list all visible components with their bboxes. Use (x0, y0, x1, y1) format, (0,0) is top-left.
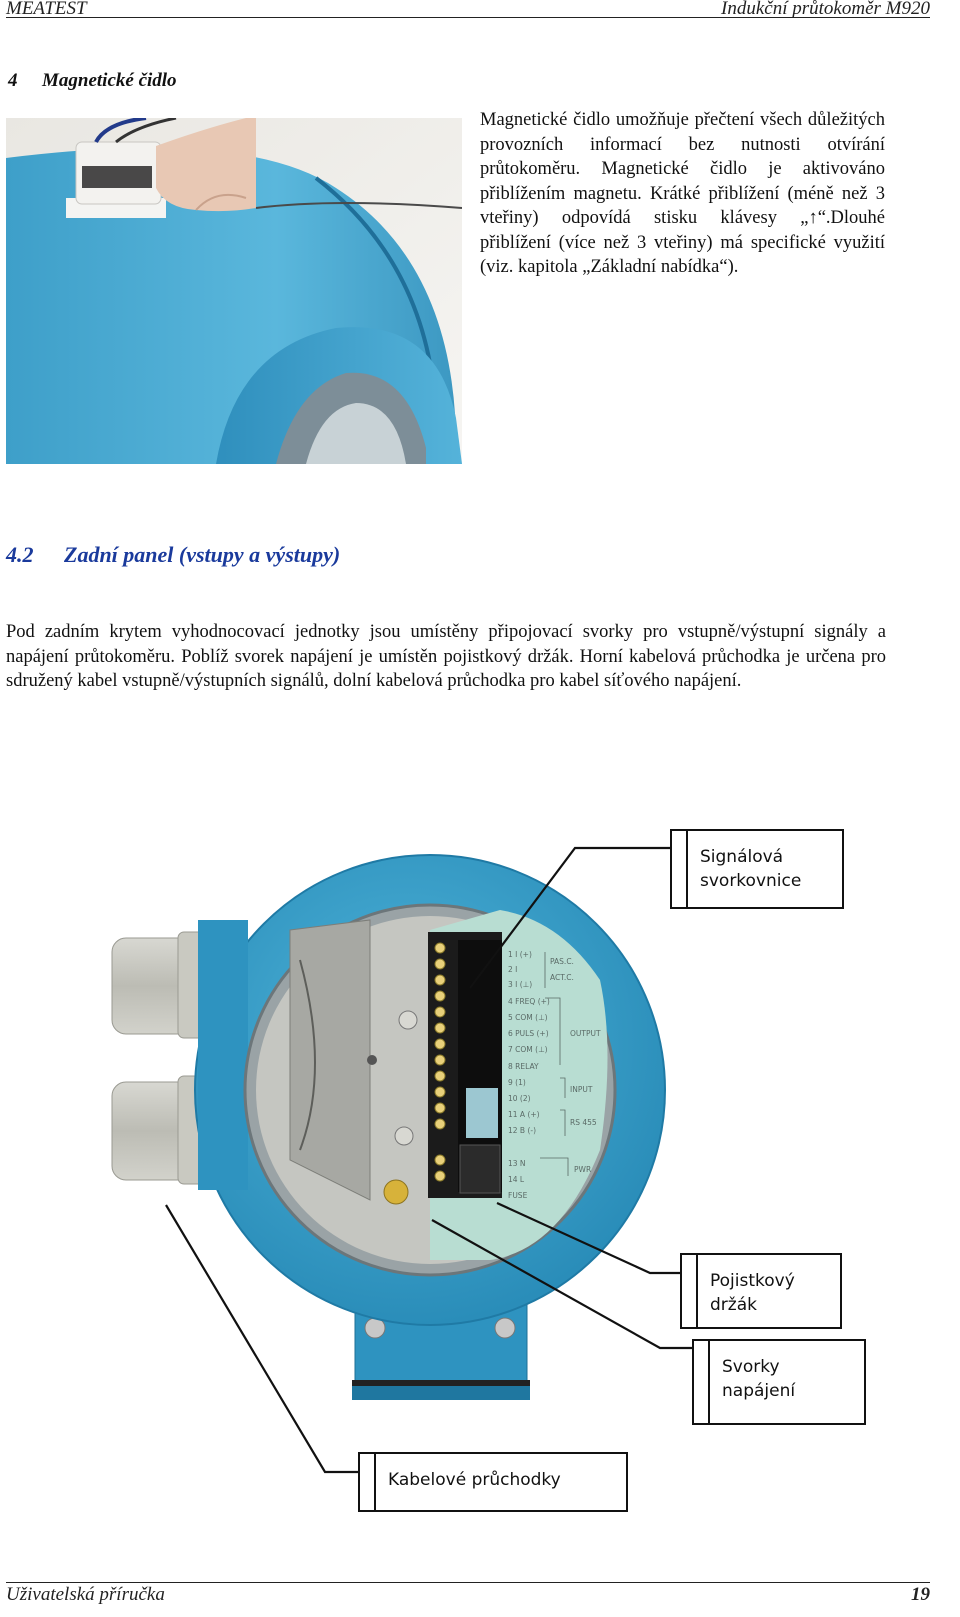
terminal-label-fuse: FUSE (508, 1191, 528, 1200)
subsection-number: 4.2 (6, 542, 34, 567)
callout-glands-text: Kabelové průchodky (388, 1470, 561, 1490)
callout-signal-line1: Signálová (700, 847, 784, 867)
terminal-label-6: 6 PULS (+) (508, 1029, 549, 1038)
terminal-label-8: 8 RELAY (508, 1062, 539, 1071)
terminal-label-14: 14 L (508, 1175, 525, 1184)
callout-signal-terminals (672, 829, 844, 909)
page-number: 19 (911, 1584, 930, 1605)
magnetic-sensor-photo (6, 118, 462, 464)
subsection-title: Zadní panel (vstupy a výstupy) (64, 542, 341, 567)
terminal-group-pwr: PWR (574, 1165, 592, 1174)
terminal-label-4: 4 FREQ (+) (508, 997, 550, 1006)
header-rule (6, 17, 930, 18)
footer-rule (6, 1582, 930, 1583)
terminal-group-actc: ACT.C. (550, 973, 574, 982)
callout-power-terminals (694, 1339, 866, 1425)
terminal-label-7: 7 COM (⊥) (508, 1045, 548, 1054)
callout-cable-glands (360, 1452, 628, 1512)
terminal-group-output: OUTPUT (570, 1029, 601, 1038)
terminal-label-2: 2 I (508, 965, 518, 974)
callout-power-line1: Svorky (722, 1357, 780, 1377)
section-title: Magnetické čidlo (42, 70, 177, 91)
terminal-group-rs: RS 455 (570, 1118, 597, 1127)
callout-power-line2: napájení (722, 1381, 796, 1401)
terminal-label-3: 3 I (⊥) (508, 980, 533, 989)
terminal-label-12: 12 B (-) (508, 1126, 537, 1135)
terminal-label-10: 10 (2) (508, 1094, 531, 1103)
header-left: MEATEST (6, 0, 87, 19)
callout-fuse-line2: držák (710, 1295, 757, 1315)
terminal-group-input: INPUT (570, 1085, 593, 1094)
footer-left: Uživatelská příručka (6, 1584, 165, 1605)
callout-fuse-holder (682, 1253, 842, 1329)
paragraph-rear-panel: Pod zadním krytem vyhodnocovací jednotky jsou umístěny připojovací svorky pro vstupně/výstupní signály a napájení průtokoměru. Poblíž svorek napájení je umístěn pojistkový držák. Horní kabelová průchodka je určena pro sdružený kabel vstupně/výstupních signálů, dolní kabelová průchodka pro kabel síťového napájení. (6, 622, 886, 691)
callout-signal-line2: svorkovnice (700, 871, 802, 891)
callout-fuse-line1: Pojistkový (710, 1271, 795, 1291)
terminal-label-5: 5 COM (⊥) (508, 1013, 548, 1022)
terminal-label-11: 11 A (+) (508, 1110, 540, 1119)
section-number: 4 (8, 70, 18, 91)
terminal-label-1: 1 I (+) (508, 950, 532, 959)
terminal-label-9: 9 (1) (508, 1078, 526, 1087)
header-right: Indukční průtokoměr M920 (721, 0, 930, 19)
terminal-label-13: 13 N (508, 1159, 526, 1168)
terminal-group-pasc: PAS.C. (550, 957, 574, 966)
paragraph-magnetic-sensor: Magnetické čidlo umožňuje přečtení všech důležitých provozních informací bez nutnosti otvírání průtokoměru. Magnetické čidlo je aktivováno přiblížením magnetu. Krátké přiblížení (méně než 3 vteřiny) odpovídá stisku klávesy „↑“.Dlouhé přiblížení (více než 3 vteřiny) má specifické využití (viz. kapitola „Základní nabídka“). (480, 110, 885, 277)
